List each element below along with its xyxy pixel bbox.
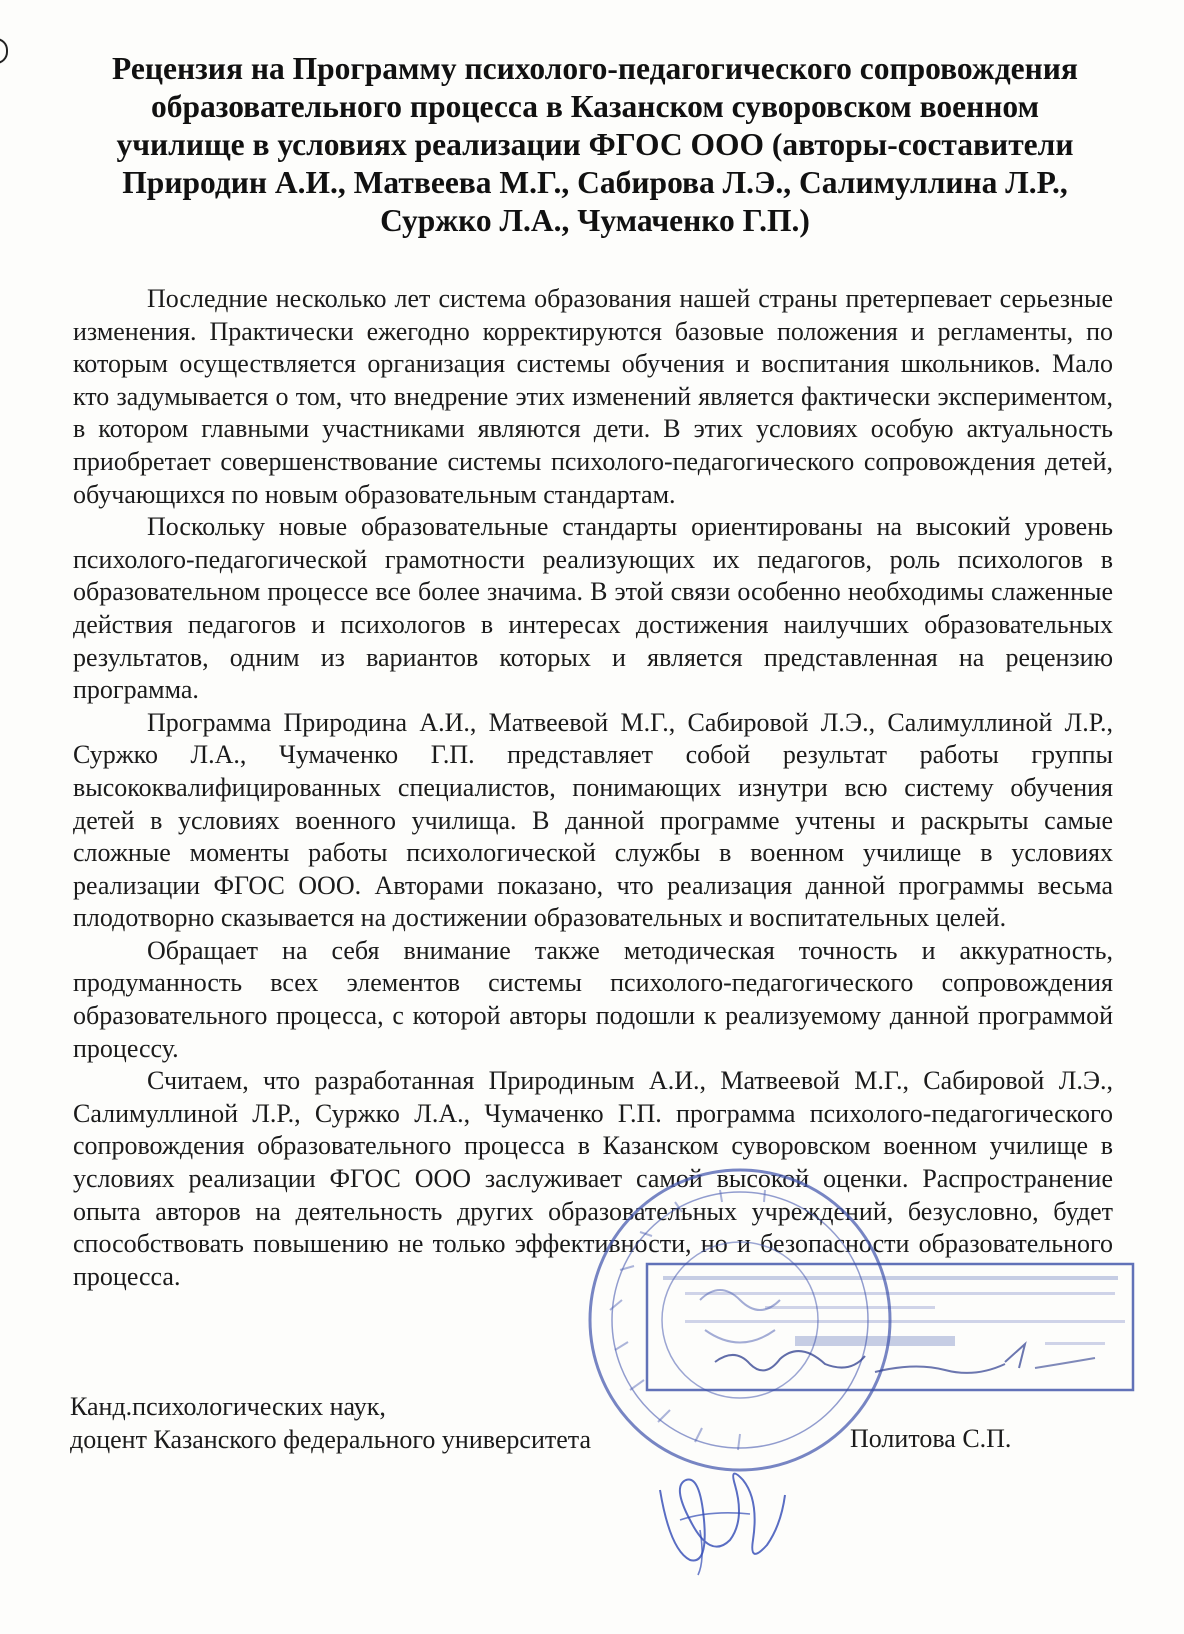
reviewer-affiliation: доцент Казанского федерального университета [70, 1425, 592, 1454]
title-line-4: Природин А.И., Матвеева М.Г., Сабирова Л.Э., Салимуллина Л.Р., [122, 165, 1068, 200]
paragraph-2: Поскольку новые образовательные стандарты ориентированы на высокий уровень психолого-педагогической грамотности реализующих их педагогов, роль психологов в образовательном процессе все более значима. В этой связи особенно необходимы слаженные действия педагогов и психологов в интересах достижения наилучших образовательных результатов, одним из вариантов которых и является представленная на рецензию программа. [73, 512, 1113, 705]
page-edge-mark [0, 38, 8, 64]
reviewer-position [70, 1390, 591, 1456]
paragraph-5: Считаем, что разработанная Природиным А.И., Матвеевой М.Г., Сабировой Л.Э., Салимуллиной Л.Р., Суржко Л.А., Чумаченко Г.П. программа психолого-педагогического сопровождения образовательного процесса в Казанском суворовском военном училище в условиях реализации ФГОС ООО заслуживает самой высокой оценки. Распространение опыта авторов на деятельность других образовательных учреждений, безусловно, будет способствовать повышению не только эффективности, но и безопасности образовательного процесса. [73, 1066, 1113, 1291]
paragraph-1: Последние несколько лет система образования нашей страны претерпевает серьезные изменения. Практически ежегодно корректируются базовые положения и регламенты, по которым осуществляется организация системы обучения и воспитания школьников. Мало кто задумывается о том, что внедрение этих изменений является фактически экспериментом, в котором главными участниками являются дети. В этих условиях особую актуальность приобретает совершенствование системы психолого-педагогического сопровождения детей, обучающихся по новым образовательным стандартам. [73, 284, 1113, 509]
handwritten-signature [640, 1430, 800, 1580]
document-title [70, 50, 1120, 240]
title-line-5: Суржко Л.А., Чумаченко Г.П.) [380, 203, 810, 238]
paragraph-4: Обращает на себя внимание также методическая точность и аккуратность, продуманность всех элементов системы психолого-педагогического сопровождения образовательного процесса, с которой авторы подошли к реализуемому данной программой процессу. [73, 935, 1113, 1063]
title-line-1: Рецензия на Программу психолого-педагогического сопровождения [112, 51, 1078, 86]
title-line-3: училище в условиях реализации ФГОС ООО (авторы-составители [116, 127, 1074, 162]
title-line-2: образовательного процесса в Казанском суворовском военном [150, 89, 1040, 124]
paragraph-3: Программа Природина А.И., Матвеевой М.Г., Сабировой Л.Э., Салимуллиной Л.Р., Суржко Л.А., Чумаченко Г.П. представляет собой результат работы группы высококвалифицированных специалистов, понимающих изнутри всю систему обучения детей в условиях военного училища. В данной программе учтены и раскрыты самые сложные моменты работы психологической службы в военном училище в условиях реализации ФГОС ООО. Авторами показано, что реализация данной программы весьма плодотворно сказывается на достижении образовательных и воспитательных целей. [73, 707, 1113, 933]
reviewer-name: Политова С.П. [850, 1424, 1012, 1453]
review-body [73, 283, 1113, 1293]
reviewer-degree: Канд.психологических наук, [70, 1392, 386, 1421]
